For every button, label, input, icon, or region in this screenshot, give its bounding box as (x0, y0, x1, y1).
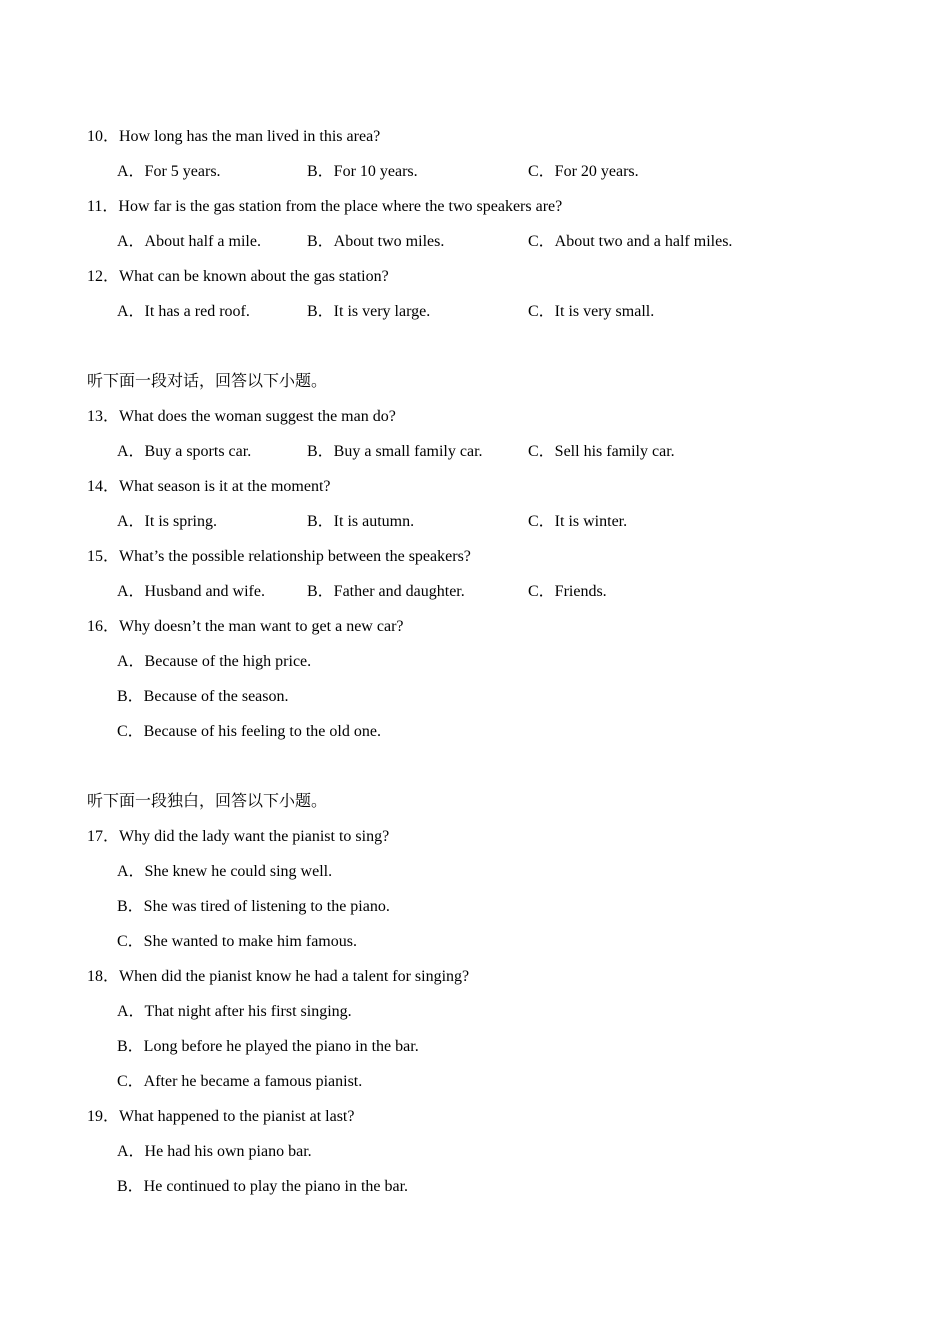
question-16: 16．Why doesn’t the man want to get a new car? (87, 618, 404, 635)
question-10: 10．How long has the man lived in this area? (87, 128, 381, 145)
option-c: C．It is winter. (528, 513, 628, 530)
option-c: C．Sell his family car. (528, 443, 675, 460)
question-18: 18．When did the pianist know he had a talent for singing? (87, 968, 470, 985)
option-b: B．For 10 years. (307, 163, 418, 180)
option-b: B．Buy a small family car. (307, 443, 483, 460)
option-b: B．He continued to play the piano in the bar. (117, 1178, 409, 1195)
option-a: A．It is spring. (117, 513, 218, 530)
section-heading-monologue: 听下面一段独白，回答以下小题。 (87, 793, 328, 810)
option-a: A．She knew he could sing well. (117, 863, 333, 880)
option-a: A．That night after his first singing. (117, 1003, 352, 1020)
option-a: A．He had his own piano bar. (117, 1143, 312, 1160)
option-a: A．It has a red roof. (117, 303, 250, 320)
option-b: B．Because of the season. (117, 688, 289, 705)
option-c: C．Because of his feeling to the old one. (117, 723, 381, 740)
option-c: C．Friends. (528, 583, 607, 600)
option-b: B．She was tired of listening to the piano. (117, 898, 390, 915)
option-c: C．It is very small. (528, 303, 655, 320)
option-c: C．After he became a famous pianist. (117, 1073, 363, 1090)
option-a: A．Husband and wife. (117, 583, 265, 600)
option-a: A．For 5 years. (117, 163, 221, 180)
question-17: 17．Why did the lady want the pianist to sing? (87, 828, 390, 845)
option-c: C．About two and a half miles. (528, 233, 733, 250)
option-c: C．She wanted to make him famous. (117, 933, 357, 950)
option-b: B．About two miles. (307, 233, 445, 250)
question-11: 11．How far is the gas station from the place where the two speakers are? (87, 198, 563, 215)
question-13: 13．What does the woman suggest the man do? (87, 408, 396, 425)
option-a: A．Buy a sports car. (117, 443, 252, 460)
option-a: A．Because of the high price. (117, 653, 312, 670)
option-a: A．About half a mile. (117, 233, 261, 250)
question-19: 19．What happened to the pianist at last? (87, 1108, 355, 1125)
question-12: 12．What can be known about the gas station? (87, 268, 389, 285)
option-b: B．Father and daughter. (307, 583, 465, 600)
option-b: B．It is autumn. (307, 513, 415, 530)
question-14: 14．What season is it at the moment? (87, 478, 331, 495)
section-heading-dialogue: 听下面一段对话，回答以下小题。 (87, 373, 328, 390)
option-b: B．It is very large. (307, 303, 431, 320)
option-b: B．Long before he played the piano in the bar. (117, 1038, 419, 1055)
question-15: 15．What’s the possible relationship between the speakers? (87, 548, 471, 565)
option-c: C．For 20 years. (528, 163, 639, 180)
